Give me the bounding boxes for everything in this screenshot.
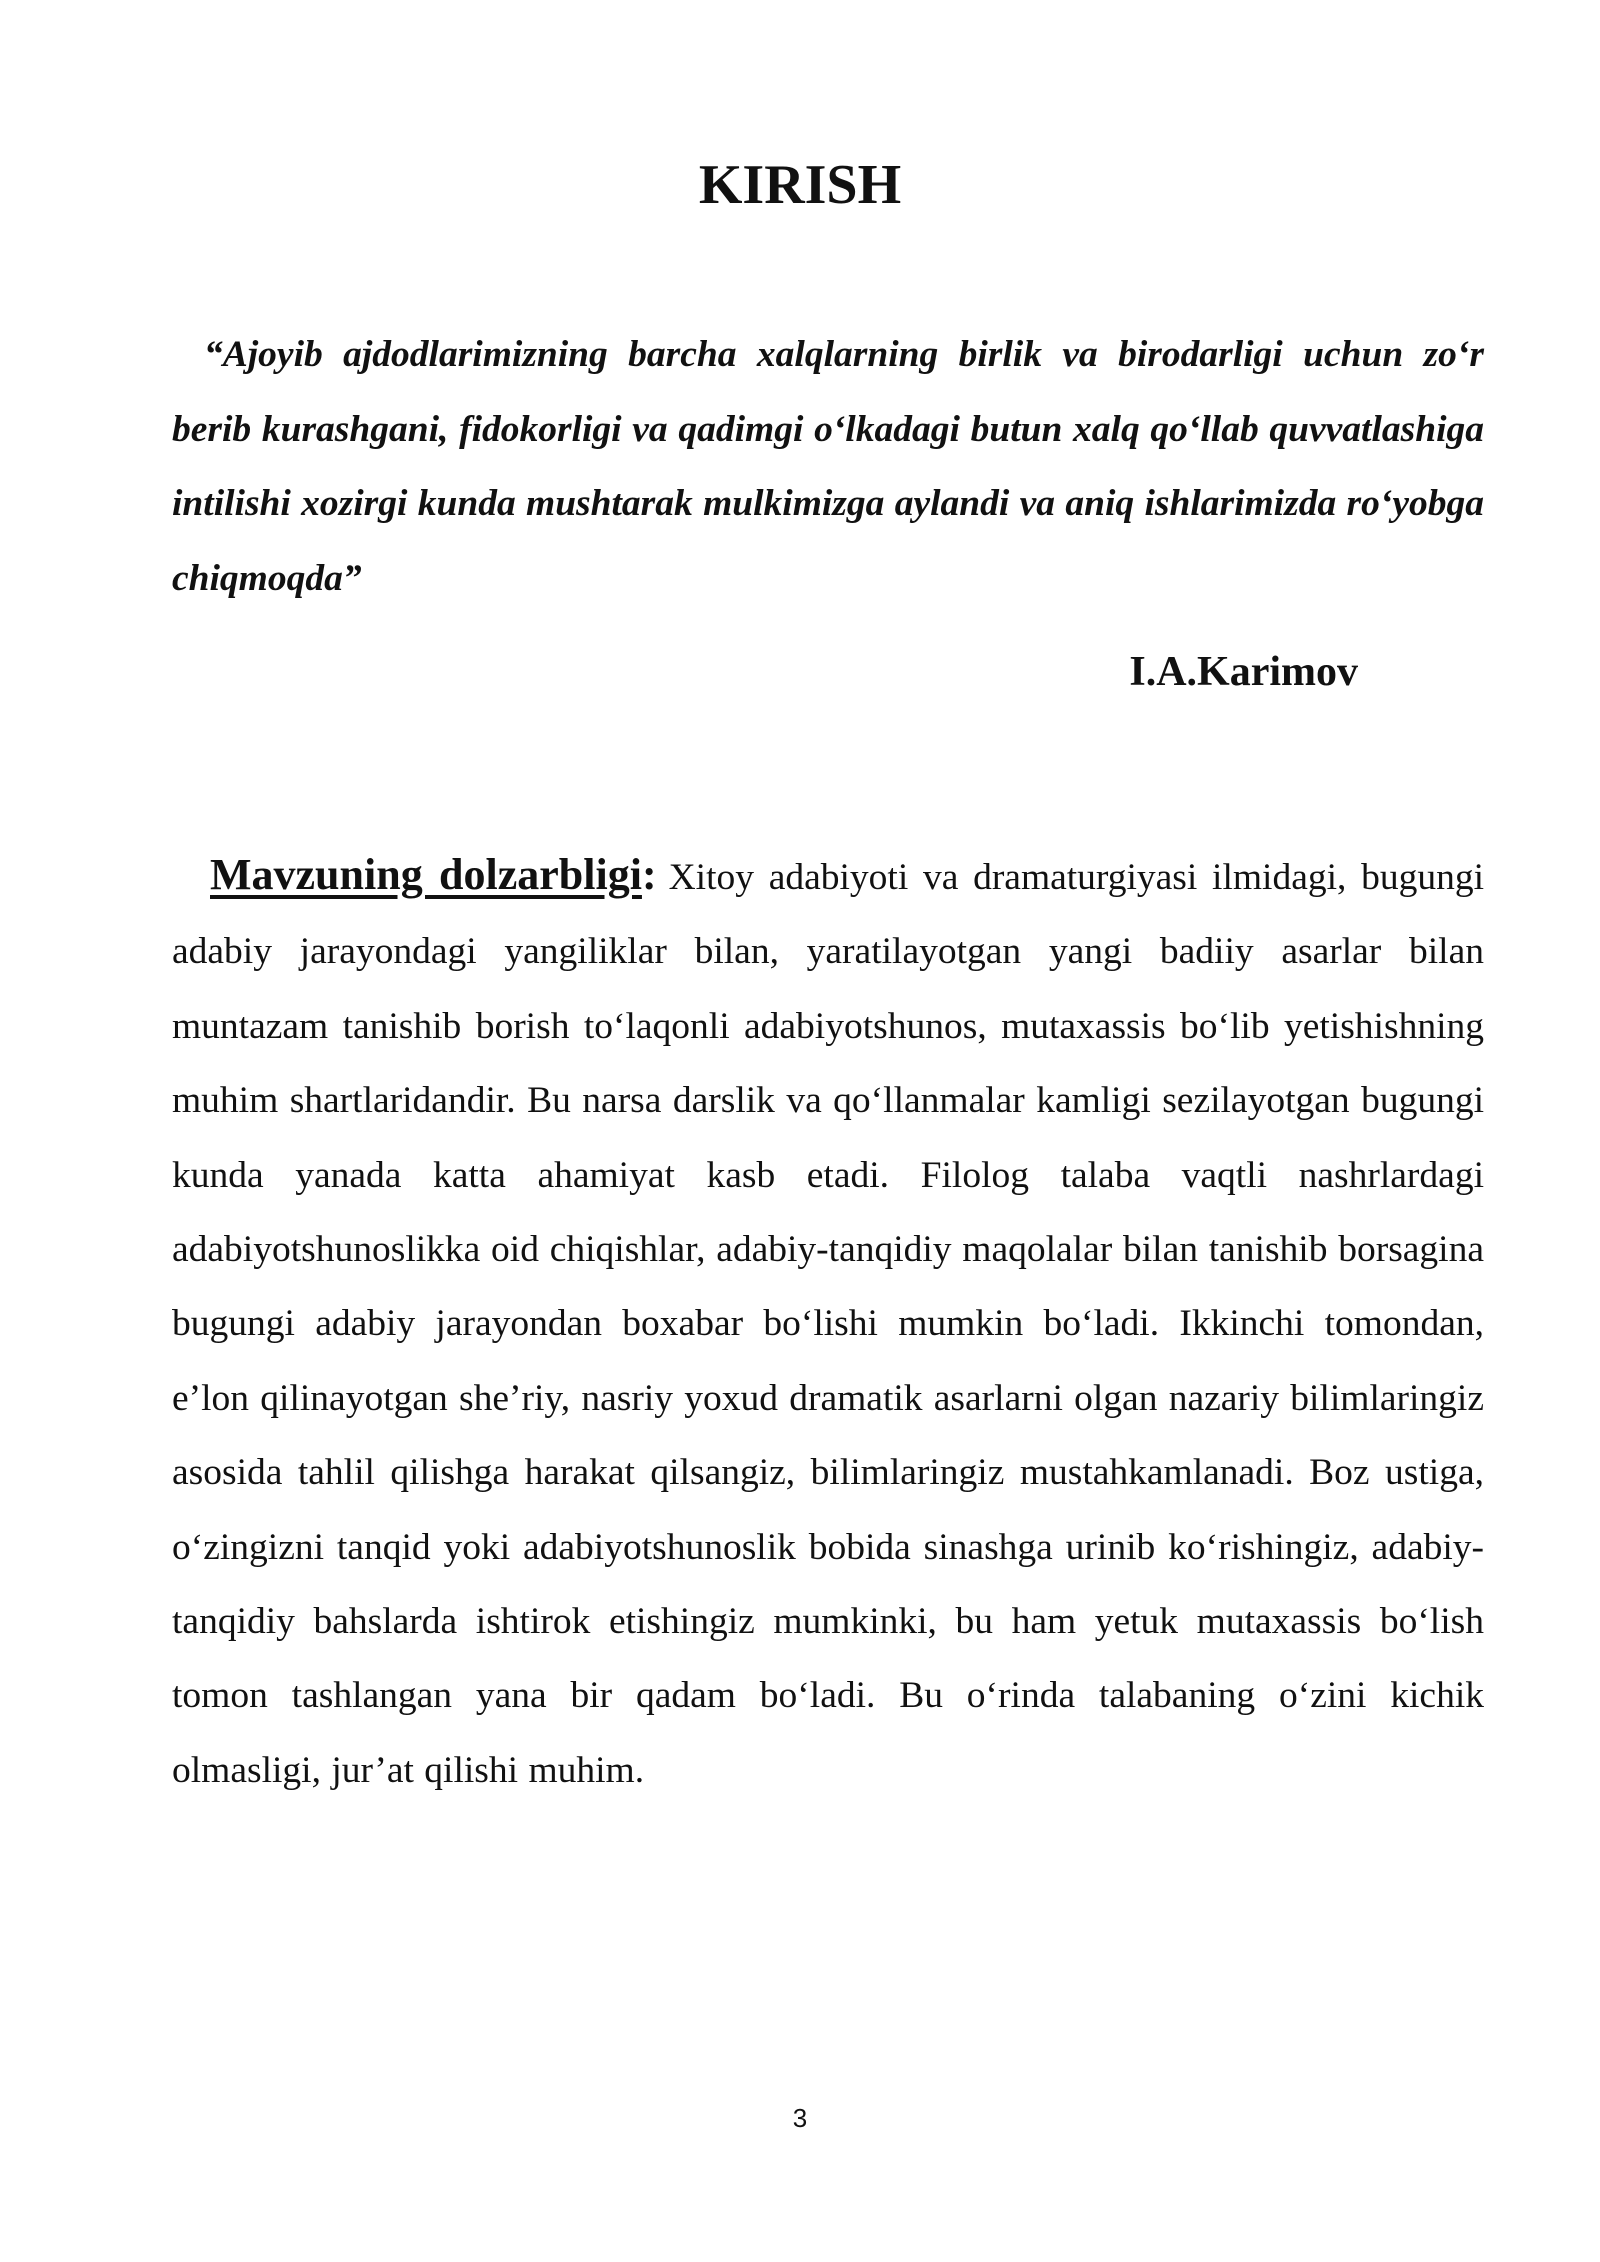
epigraph-author: I.A.Karimov [1129, 649, 1358, 695]
epigraph-quote: “Ajoyib ajdodlarimizning barcha xalqlarning birlik va birodarligi uchun zo‘r berib kurashgani, fidokorligi va qadimgi o‘lkadagi butun xalq qo‘llab quvvatlashiga intilishi xozirgi kunda mushtarak mulkimizga aylandi va aniq ishlarimizda ro‘yobga chiqmoqda” [172, 334, 1484, 599]
section-paragraph [172, 838, 1484, 1808]
section-label-colon: : [641, 850, 657, 899]
section-body-text: Xitoy adabiyoti va dramaturgiyasi ilmidagi, bugungi adabiy jarayondagi yangiliklar bilan, yaratilayotgan yangi badiiy asarlar bilan muntazam tanishib borish to‘laqonli adabiyotshunos, mutaxassis bo‘lib yetishishning muhim shartlaridandir. Bu narsa darslik va qo‘llanmalar kamligi sezilayotgan bugungi kunda yanada katta ahamiyat kasb etadi. Filolog talaba vaqtli nashrlardagi adabiyotshunoslikka oid chiqishlar, adabiy-tanqidiy maqolalar bilan tanishib borsagina bugungi adabiy jarayondan boxabar bo‘lishi mumkin bo‘ladi. Ikkinchi tomondan, e’lon qilinayotgan she’riy, nasriy yoxud dramatik asarlarni olgan nazariy bilimlaringiz asosida tahlil qilishga harakat qilsangiz, bilimlaringiz mustahkamlanadi. Boz ustiga, o‘zingizni tanqid yoki adabiyotshunoslik bobida sinashga urinib ko‘rishingiz, adabiy-tanqidiy bahslarda ishtirok etishingiz mumkinki, bu ham yetuk mutaxassis bo‘lish tomon tashlangan yana bir qadam bo‘ladi. Bu o‘rinda talabaning o‘zini kichik olmasligi, jur’at qilishi muhim. [172, 857, 1485, 1791]
page-heading: KIRISH [698, 154, 902, 216]
section-label: Mavzuning dolzarbligi [210, 850, 642, 899]
page-number: 3 [792, 2103, 808, 2133]
